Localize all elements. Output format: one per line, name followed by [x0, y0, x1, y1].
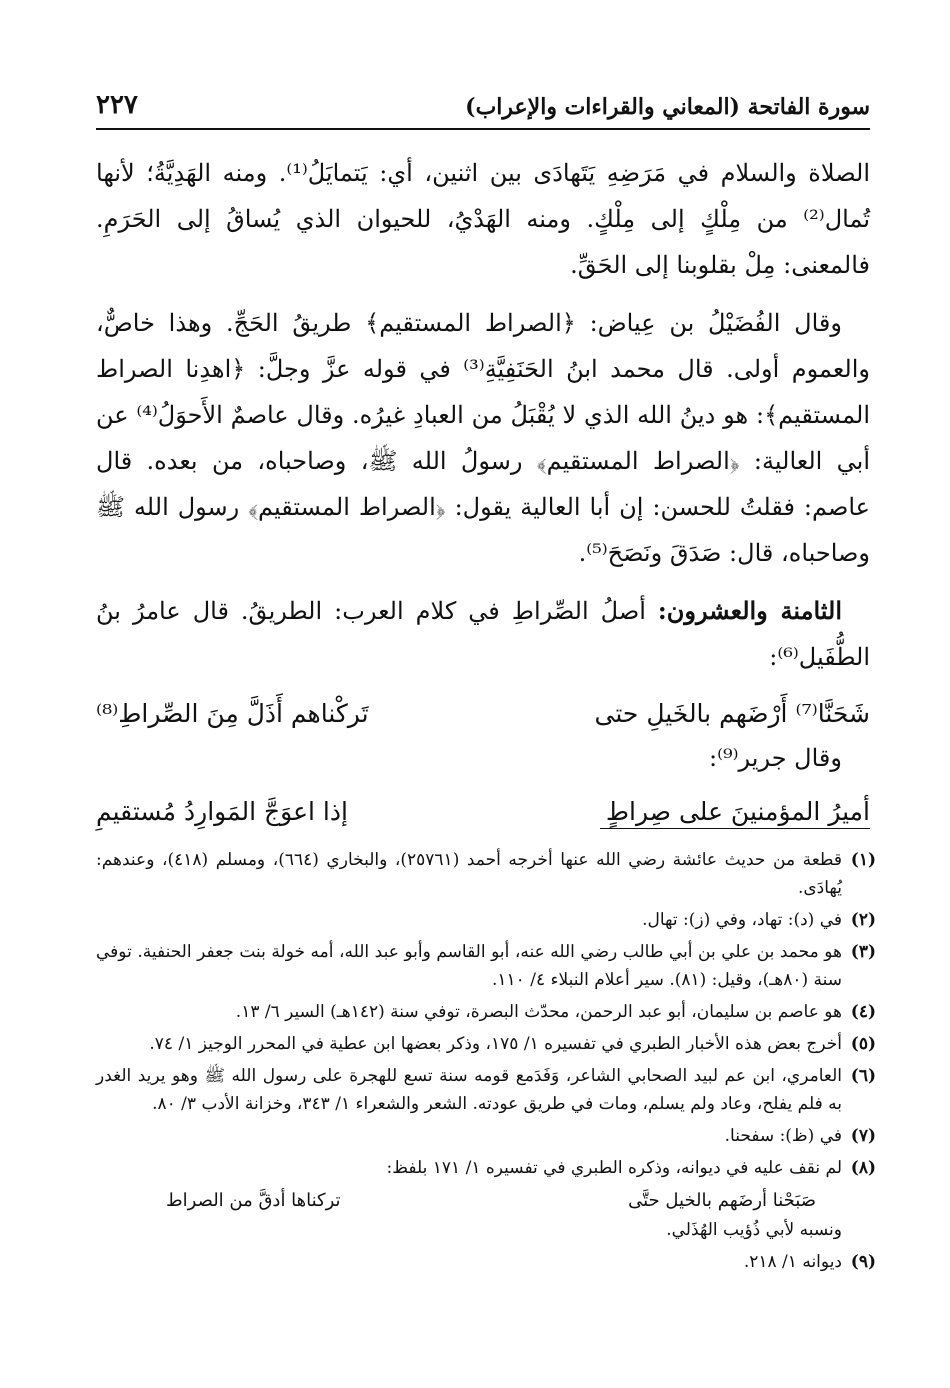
- footnote-text: في (ظ): سفحنا.: [724, 1126, 842, 1146]
- verse-1-second-hemistich: تَركْناهم أَذَلَّ مِنَ الصِّراطِ⁽⁸⁾: [96, 699, 369, 728]
- running-title: سورة الفاتحة (المعاني والقراءات والإعراب): [465, 94, 870, 120]
- footnote-number: (٤): [850, 1002, 876, 1022]
- verse-2-second-hemistich: إذا اعوَجَّ المَوارِدُ مُستقيمِ: [96, 797, 348, 826]
- footnote-rule: [600, 828, 870, 829]
- footnote: [96, 998, 876, 1026]
- footnote: [96, 1030, 876, 1058]
- footnote-number: (٨): [850, 1158, 876, 1178]
- footnote-number: (٦): [850, 1066, 876, 1086]
- footnote: [96, 1122, 876, 1150]
- footnote-verse-second: تركناها أدقَّ من الصراط: [166, 1190, 341, 1211]
- paragraph-2: وقال الفُضَيْلُ بن عِياض: ﴿الصراط المستقيم﴾ طريقُ الحَجِّ. وهذا خاصٌّ، والعموم أولى. قال محمد ابنُ الحَنَفِيَّةِ⁽³⁾ في قوله عزَّ وجلَّ: ﴿اهدِنا الصراط المستقيم﴾: هو دينُ الله الذي لا يُقْبَلُ من العبادِ غيرُه. وقال عاصمٌ الأَحوَلُ⁽⁴⁾ عن أبي العالية: ﴿الصراط المستقيم﴾ رسولُ الله ﷺ، وصاحباه، من بعده. قال عاصم: فقلتُ للحسن: إن أبا العالية يقول: ﴿الصراط المستقيم﴾ رسول الله ﷺ وصاحباه، قال: صَدَقَ ونَصَحَ⁽⁵⁾.: [96, 309, 870, 567]
- footnote: [96, 1154, 876, 1182]
- footnote-number: (١): [850, 850, 876, 870]
- footnote: [96, 1062, 876, 1118]
- footnote: [96, 1248, 876, 1276]
- verse-1: [96, 692, 870, 736]
- footnote-text: أخرج بعض هذه الأخبار الطبري في تفسيره ١/ ١٧٥، وذكر بعضها ابن عطية في المحرر الوجيز ١/ ٧٤.: [149, 1034, 842, 1054]
- main-text: [96, 150, 870, 836]
- footnote-text: العامري، ابن عم لبيد الصحابي الشاعر، وَفَدَمع قومه سنة تسع للهجرة على رسول الله ﷺ وهو يريد الغدر به فلم يفلح، وعاد ولم يسلم، ومات في طريق عودته. الشعر والشعراء ١/ ٣٤٣، وخزانة الأدب ٣/ ٨٠.: [96, 1066, 842, 1114]
- footnote-text: ديوانه ١/ ٢١٨.: [743, 1252, 842, 1272]
- footnote: [96, 906, 876, 934]
- paragraph-3-text: أصلُ الصِّراطِ في كلام العرب: الطريقُ. قال عامرُ بنُ الطُّفَيل⁽⁶⁾:: [96, 597, 870, 671]
- footnote-attribution: ونسبه لأبي ذُؤيب الهُذَلي.: [666, 1220, 842, 1240]
- footnote-number: (٢): [850, 910, 876, 930]
- footnote-number: (٣): [850, 942, 876, 962]
- section-heading: الثامنة والعشرون:: [657, 596, 842, 625]
- header-rule: [96, 128, 870, 130]
- footnote: [96, 938, 876, 994]
- paragraph-1: الصلاة والسلام في مَرَضِهِ يَتَهادَى بين اثنين، أي: يَتمايَلُ⁽¹⁾. ومنه الهَدِيَّةُ؛ لأنها تُمال⁽²⁾ من مِلْكٍ إلى مِلْكٍ. ومنه الهَدْيُ، للحيوان الذي يُساقُ إلى الحَرَمِ. فالمعنى: مِلْ بقلوبنا إلى الحَقِّ.: [96, 159, 870, 279]
- paragraph-4: وقال جرير⁽⁹⁾:: [709, 744, 842, 772]
- footnote-text: قطعة من حديث عائشة رضي الله عنها أخرجه أحمد (٢٥٧٦١)، والبخاري (٦٦٤)، ومسلم (٤١٨)، وعندهم: يُهادَى.: [96, 850, 843, 898]
- footnote-number: (٧): [850, 1126, 876, 1146]
- verse-2-first-hemistich: أميرُ المؤمنينَ على صِراطٍ: [605, 797, 870, 826]
- footnote-number: (٥): [850, 1034, 876, 1054]
- footnotes: [96, 846, 876, 1280]
- footnote-verse: [96, 1186, 876, 1216]
- page-number: ٢٢٧: [96, 90, 138, 120]
- footnote-text: في (د): تهاد، وفي (ز): تهال.: [642, 910, 842, 930]
- footnote-text: لم نقف عليه في ديوانه، وذكره الطبري في تفسيره ١/ ١٧١ بلفظ:: [386, 1158, 842, 1178]
- footnote-number: (٩): [850, 1252, 876, 1272]
- page-header: [96, 90, 870, 120]
- footnote-attribution-row: [96, 1216, 876, 1244]
- verse-1-first-hemistich: شَحَنَّا⁽⁷⁾ أَرْضَهم بالخَيلِ حتى: [594, 699, 870, 728]
- footnote-verse-first: صَبَحْنا أرضَهم بالخيل حتَّى: [628, 1190, 816, 1211]
- footnote: [96, 846, 876, 902]
- footnote-text: هو محمد بن علي بن أبي طالب رضي الله عنه، أبو القاسم وأبو عبد الله، أمه خولة بنت جعفر الحنفية. توفي سنة (٨٠هـ)، وقيل: (٨١). سير أعلام النبلاء ٤/ ١١٠.: [96, 942, 842, 990]
- footnote-text: هو عاصم بن سليمان، أبو عبد الرحمن، محدّث البصرة، توفي سنة (١٤٢هـ) السير ٦/ ١٣.: [235, 1002, 842, 1022]
- paragraph-3: [96, 588, 870, 680]
